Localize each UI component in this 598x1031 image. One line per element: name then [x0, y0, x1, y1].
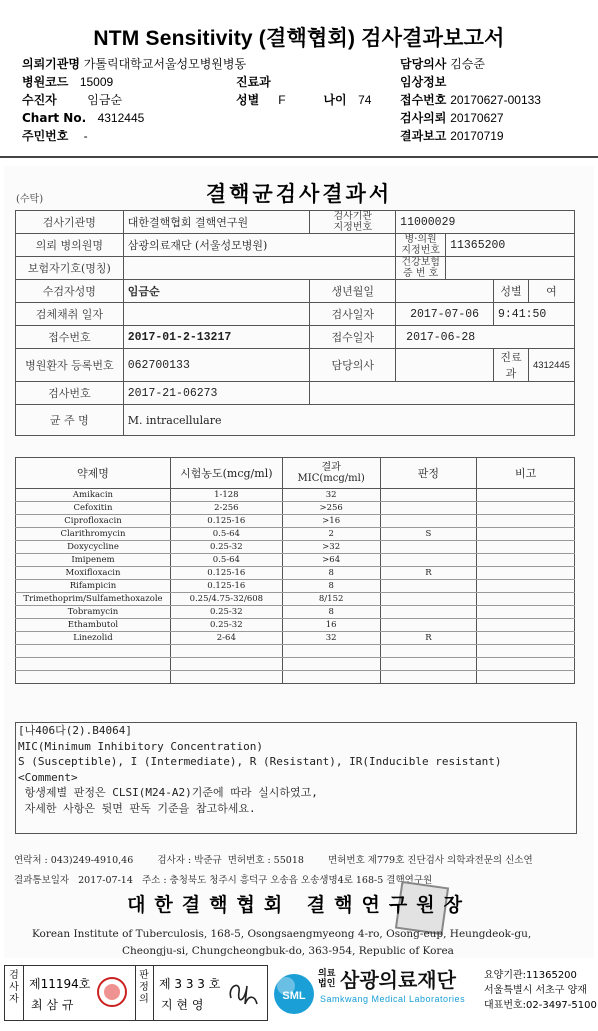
sex-scan-value: 여	[528, 280, 574, 303]
health-ins-value	[446, 257, 575, 280]
sutak-label: (수탁)	[16, 194, 44, 205]
test-range-cell	[170, 658, 282, 671]
sml-logo	[272, 968, 318, 1018]
patient-value: 임금순	[87, 93, 123, 107]
remark-cell	[477, 632, 575, 645]
remark-cell	[477, 541, 575, 554]
contact-line: 연락처 : 043)249-4910,46 검사자 : 박준규 면허번호 : 55018 면허번호 제779호 진단검사 의학과전문의 신소연	[14, 855, 533, 866]
exam-label: 검사번호	[16, 382, 124, 405]
drug-name-cell: Amikacin	[16, 489, 171, 502]
org-info-line: 요양기관:11365200	[484, 970, 577, 981]
org-prefix: 의료 법인	[318, 969, 336, 989]
remark-cell	[477, 671, 575, 684]
drug-name-cell	[16, 671, 171, 684]
doctor-value: 김승준	[450, 57, 485, 71]
remark-cell	[477, 515, 575, 528]
physician-label: 담당의사	[310, 349, 396, 382]
requested-value: 20170627	[450, 111, 504, 125]
reviewer-license: 제 3 3 3 호	[159, 977, 221, 991]
sex-label: 성별	[236, 93, 260, 107]
mic-result-cell: 32	[282, 489, 380, 502]
mic-result-cell: >16	[282, 515, 380, 528]
inspector-license: 제11194호	[29, 977, 91, 991]
sml-logo-text: SML	[282, 990, 306, 1002]
remark-cell	[477, 619, 575, 632]
recv-date-label: 접수일자	[310, 326, 396, 349]
age-value: 74	[358, 93, 372, 107]
mic-result-cell: 2	[282, 528, 380, 541]
mic-row	[16, 528, 575, 541]
test-range-cell: 0.25-32	[170, 606, 282, 619]
interpretation-cell	[380, 671, 477, 684]
remark-cell	[477, 606, 575, 619]
interpretation-cell	[380, 593, 477, 606]
name-value: 임금순	[123, 280, 310, 303]
patient-label: 수진자	[22, 93, 57, 107]
org-info-line: 대표번호:02-3497-5100	[484, 1000, 597, 1011]
comment-box	[15, 722, 577, 834]
reviewer-signature	[223, 976, 263, 1010]
mic-header: 약제명	[16, 458, 171, 489]
interpretation-cell	[380, 541, 477, 554]
drug-name-cell: Ciprofloxacin	[16, 515, 171, 528]
mic-result-cell: 8	[282, 580, 380, 593]
recv-date-value: 2017-06-28	[396, 326, 575, 349]
drug-name-cell: Linezolid	[16, 632, 171, 645]
drug-name-cell: Clarithromycin	[16, 528, 171, 541]
req-name-value: 삼광의료재단 (서울성모병원)	[123, 234, 395, 257]
signature-bar	[0, 962, 598, 1022]
mic-row	[16, 606, 575, 619]
mic-row	[16, 489, 575, 502]
drug-name-cell: Trimethoprim/Sulfamethoxazole	[16, 593, 171, 606]
institution-value: 가톨릭대학교서울성모병원병동	[83, 57, 247, 71]
interpretation-cell: R	[380, 632, 477, 645]
req-id-value: 11365200	[446, 234, 575, 257]
mic-header: 판정	[380, 458, 477, 489]
sex-scan-label: 성별	[493, 280, 528, 303]
test-range-cell: 1-128	[170, 489, 282, 502]
header-mid	[236, 73, 371, 109]
drug-name-cell: Imipenem	[16, 554, 171, 567]
lab-id-label: 검사기관 지정번호	[310, 211, 396, 234]
reviewer-label: 판정의	[139, 970, 149, 1005]
drug-name-cell: Moxifloxacin	[16, 567, 171, 580]
collect-label: 검체채취 일자	[16, 303, 124, 326]
mic-row	[16, 580, 575, 593]
comment-line: 자세한 사항은 뒷면 판독 기준을 참고하세요.	[18, 801, 256, 815]
mic-row	[16, 619, 575, 632]
mic-row	[16, 593, 575, 606]
health-ins-label: 건강보험 증 번 호	[396, 257, 446, 280]
interpretation-cell	[380, 489, 477, 502]
interpretation-cell	[380, 515, 477, 528]
test-range-cell	[170, 671, 282, 684]
name-label: 수검자성명	[16, 280, 124, 303]
mic-header: 결과 MIC(mcg/ml)	[282, 458, 380, 489]
hospital-code-label: 병원코드	[22, 75, 69, 89]
institute-name: 대한결핵협회 결핵연구원장	[127, 894, 471, 916]
chart-label: Chart No.	[22, 111, 87, 125]
mic-result-cell: >32	[282, 541, 380, 554]
rrn-value: -	[83, 129, 88, 143]
dob-value	[396, 280, 494, 303]
insurer-label: 보험자기호(명칭)	[16, 257, 124, 280]
doctor-label: 담당의사	[400, 57, 447, 71]
test-date-value: 2017-07-06	[396, 303, 494, 326]
interpretation-cell	[380, 580, 477, 593]
comment-line: 항생제별 판정은 CLSI(M24-A2)기준에 따라 실시하였고,	[18, 786, 318, 799]
inspector-label: 검사자	[9, 970, 19, 1005]
reported-label: 결과보고	[400, 129, 447, 143]
mic-header: 비고	[477, 458, 575, 489]
hospital-code-value: 15009	[79, 75, 114, 89]
physician-value	[396, 349, 494, 382]
reg-label: 병원환자 등록번호	[16, 349, 124, 382]
comment-line: S (Susceptible), I (Intermediate), R (Resistant), IR(Inducible resistant)	[18, 755, 502, 768]
test-range-cell: 0.125-16	[170, 515, 282, 528]
mic-row	[16, 645, 575, 658]
test-range-cell: 2-64	[170, 632, 282, 645]
age-label: 나이	[323, 93, 347, 107]
scan-title: 결핵균검사결과서	[205, 181, 393, 206]
lab-name-label: 검사기관명	[16, 211, 124, 234]
test-range-cell: 0.5-64	[170, 528, 282, 541]
remark-cell	[477, 645, 575, 658]
mic-row	[16, 554, 575, 567]
mic-row	[16, 515, 575, 528]
drug-name-cell: Rifampicin	[16, 580, 171, 593]
signature-box	[4, 965, 268, 1021]
scan-dept-value: 4312445	[528, 349, 574, 382]
remark-cell	[477, 580, 575, 593]
mic-row	[16, 502, 575, 515]
lab-id-value: 11000029	[396, 211, 575, 234]
drug-name-cell: Tobramycin	[16, 606, 171, 619]
mic-result-cell: 8	[282, 567, 380, 580]
rrn-label: 주민번호	[22, 129, 69, 143]
test-range-cell: 0.25/4.75-32/608	[170, 593, 282, 606]
mic-row	[16, 671, 575, 684]
reg-value: 062700133	[123, 349, 310, 382]
org-info-line: 서울특별시 서초구 양재	[484, 985, 587, 996]
remark-cell	[477, 489, 575, 502]
accession-label: 접수번호	[16, 326, 124, 349]
drug-name-cell: Doxycycline	[16, 541, 171, 554]
mic-table	[15, 457, 575, 684]
mic-row	[16, 658, 575, 671]
remark-cell	[477, 658, 575, 671]
interpretation-cell	[380, 554, 477, 567]
lab-name-value: 대한결핵협회 결핵연구원	[123, 211, 310, 234]
remark-cell	[477, 593, 575, 606]
inspector-stamp	[95, 972, 129, 1012]
interpretation-cell: R	[380, 567, 477, 580]
interpretation-cell	[380, 606, 477, 619]
header-left	[22, 55, 246, 145]
mic-result-cell	[282, 658, 380, 671]
received-value: 20170627-00133	[450, 93, 541, 107]
interpretation-cell	[380, 502, 477, 515]
reviewer-name: 지 현 영	[161, 998, 204, 1012]
mic-result-cell: 8/152	[282, 593, 380, 606]
comment-line: <Comment>	[18, 770, 78, 784]
dob-label: 생년월일	[310, 280, 396, 303]
organism-value: M. intracellulare	[123, 405, 574, 436]
interpretation-cell: S	[380, 528, 477, 541]
drug-name-cell	[16, 645, 171, 658]
remark-cell	[477, 554, 575, 567]
mic-result-cell: 16	[282, 619, 380, 632]
test-date-label: 검사일자	[310, 303, 396, 326]
org-info	[484, 968, 597, 1013]
scan-dept-label: 진료과	[493, 349, 528, 382]
mic-result-cell: >64	[282, 554, 380, 567]
comment-line: [나406다(2).B4064]	[18, 724, 132, 737]
remark-cell	[477, 567, 575, 580]
org-english-name: Samkwang Medical Laboratories	[320, 994, 466, 1004]
test-range-cell: 0.25-32	[170, 541, 282, 554]
report-title: NTM Sensitivity (결핵협회) 검사결과보고서	[93, 27, 505, 50]
header-right	[400, 55, 541, 145]
interpretation-cell	[380, 619, 477, 632]
mic-result-cell	[282, 645, 380, 658]
comment-line: MIC(Minimum Inhibitory Concentration)	[18, 739, 264, 753]
req-name-label: 의뢰 병의원명	[16, 234, 124, 257]
remark-cell	[477, 502, 575, 515]
test-range-cell	[170, 645, 282, 658]
remark-cell	[477, 528, 575, 541]
test-time-value: 9:41:50	[493, 303, 574, 326]
drug-name-cell: Cefoxitin	[16, 502, 171, 515]
info-table	[15, 210, 575, 436]
test-range-cell: 2-256	[170, 502, 282, 515]
notice-line: 결과통보일자 2017-07-14 주소 : 충청북도 청주시 흥덕구 오송읍 오송생명4로 168-5 결핵연구원	[14, 875, 433, 886]
mic-result-cell: 8	[282, 606, 380, 619]
test-range-cell: 0.25-32	[170, 619, 282, 632]
header-divider	[0, 156, 598, 158]
reported-value: 20170719	[450, 129, 504, 143]
mic-header: 시험농도(mcg/ml)	[170, 458, 282, 489]
mic-result-cell: >256	[282, 502, 380, 515]
sex-value: F	[278, 93, 286, 107]
mic-row	[16, 541, 575, 554]
test-range-cell: 0.5-64	[170, 554, 282, 567]
test-range-cell: 0.125-16	[170, 580, 282, 593]
institution-label: 의뢰기관명	[22, 57, 80, 71]
received-label: 접수번호	[400, 93, 447, 107]
organism-label: 균 주 명	[16, 405, 124, 436]
requested-label: 검사의뢰	[400, 111, 447, 125]
inspector-name: 최 삼 규	[31, 998, 74, 1012]
dept-label: 진료과	[236, 75, 271, 89]
org-name: 삼광의료재단	[340, 968, 456, 992]
clinical-label: 임상정보	[400, 75, 447, 89]
accession-value: 2017-01-2-13217	[123, 326, 310, 349]
interpretation-cell	[380, 658, 477, 671]
address-en-line-2: Cheongju-si, Chungcheongbuk-do, 363-954, Republic of Korea	[122, 945, 454, 957]
mic-result-cell	[282, 671, 380, 684]
insurer-value	[123, 257, 395, 280]
address-en-line-1: Korean Institute of Tuberculosis, 168-5, Osongsaengmyeong 4-ro, Osong-eup, Heungdeok-gu,	[32, 928, 532, 940]
exam-value: 2017-21-06273	[123, 382, 310, 405]
mic-result-cell: 32	[282, 632, 380, 645]
drug-name-cell: Ethambutol	[16, 619, 171, 632]
interpretation-cell	[380, 645, 477, 658]
drug-name-cell	[16, 658, 171, 671]
mic-row	[16, 632, 575, 645]
collect-value	[123, 303, 310, 326]
chart-value: 4312445	[97, 111, 145, 125]
test-range-cell: 0.125-16	[170, 567, 282, 580]
mic-row	[16, 567, 575, 580]
req-id-label: 병·의원 지정번호	[396, 234, 446, 257]
